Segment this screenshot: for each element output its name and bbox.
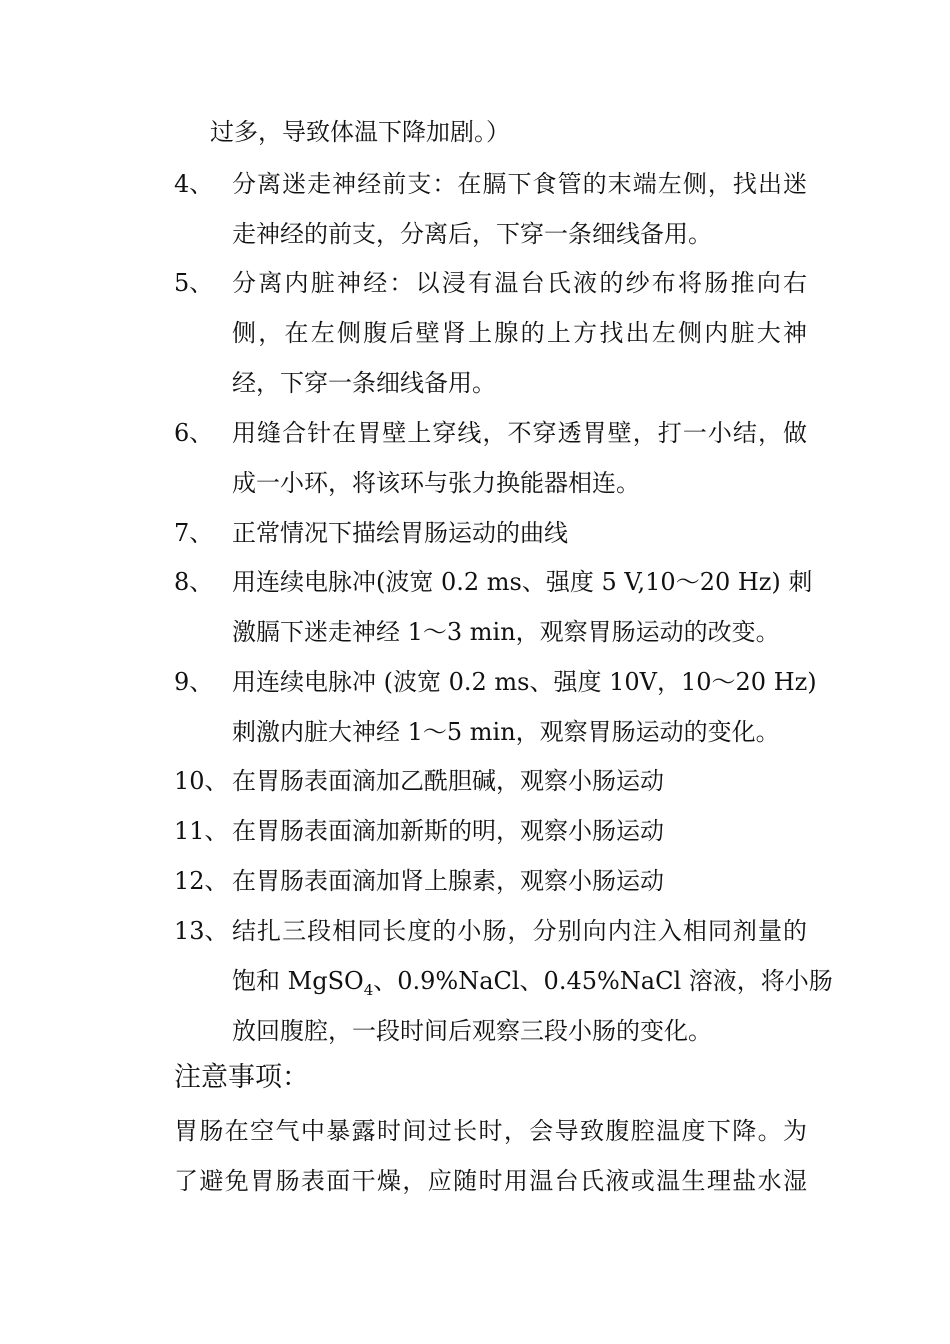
- step-text: 走神经的前支，分离后，下穿一条细线备用。: [232, 220, 712, 248]
- step-text: 用连续电脉冲 (波宽 0.2 ms、强度 10V，10～20 Hz): [232, 668, 817, 696]
- step-number: 9、: [174, 668, 214, 696]
- formula-suffix: 、0.9%NaCl、0.45%NaCl 溶液，将小肠: [373, 967, 833, 995]
- step-text: 刺激内脏大神经 1～5 min，观察胃肠运动的变化。: [232, 718, 780, 746]
- step-text: 经，下穿一条细线备用。: [232, 369, 496, 397]
- step-number: 13、: [174, 917, 229, 945]
- step-text: 结扎三段相同长度的小肠，分别向内注入相同剂量的: [232, 917, 807, 945]
- step-text: 用连续电脉冲(波宽 0.2 ms、强度 5 V,10～20 Hz) 刺: [232, 568, 813, 596]
- step-text: 成一小环，将该环与张力换能器相连。: [232, 469, 640, 497]
- step-text: 在胃肠表面滴加新斯的明，观察小肠运动: [232, 817, 664, 845]
- step-text: 激膈下迷走神经 1～3 min，观察胃肠运动的改变。: [232, 618, 780, 646]
- step-number: 11、: [174, 817, 229, 845]
- notes-paragraph-line: 胃肠在空气中暴露时间过长时，会导致腹腔温度下降。为: [174, 1117, 807, 1145]
- step-text: 在胃肠表面滴加乙酰胆碱，观察小肠运动: [232, 767, 664, 795]
- step-text: 放回腹腔，一段时间后观察三段小肠的变化。: [232, 1017, 712, 1045]
- notes-heading: 注意事项：: [174, 1062, 309, 1093]
- formula-prefix: 饱和 MgSO: [232, 967, 364, 995]
- step-number: 5、: [174, 269, 214, 297]
- step-text: 分离迷走神经前支：在膈下食管的末端左侧，找出迷: [232, 170, 807, 198]
- step-number: 6、: [174, 419, 214, 447]
- notes-paragraph-line: 了避免胃肠表面干燥，应随时用温台氏液或温生理盐水湿: [174, 1167, 807, 1195]
- step-text: 用缝合针在胃壁上穿线，不穿透胃壁，打一小结，做: [232, 419, 807, 447]
- continuation-text: 过多，导致体温下降加剧。）: [210, 118, 510, 146]
- step-number: 12、: [174, 867, 229, 895]
- formula-subscript: 4: [363, 981, 374, 999]
- step-text: 在胃肠表面滴加肾上腺素，观察小肠运动: [232, 867, 664, 895]
- step-text: 侧，在左侧腹后壁肾上腺的上方找出左侧内脏大神: [232, 319, 807, 347]
- step-text: 分离内脏神经：以浸有温台氏液的纱布将肠推向右: [232, 269, 807, 297]
- step-number: 4、: [174, 170, 214, 198]
- step-number: 10、: [174, 767, 229, 795]
- step-number: 8、: [174, 568, 214, 596]
- step-text: 正常情况下描绘胃肠运动的曲线: [232, 519, 568, 547]
- step-number: 7、: [174, 519, 214, 547]
- step-text-formula-line: [232, 966, 833, 999]
